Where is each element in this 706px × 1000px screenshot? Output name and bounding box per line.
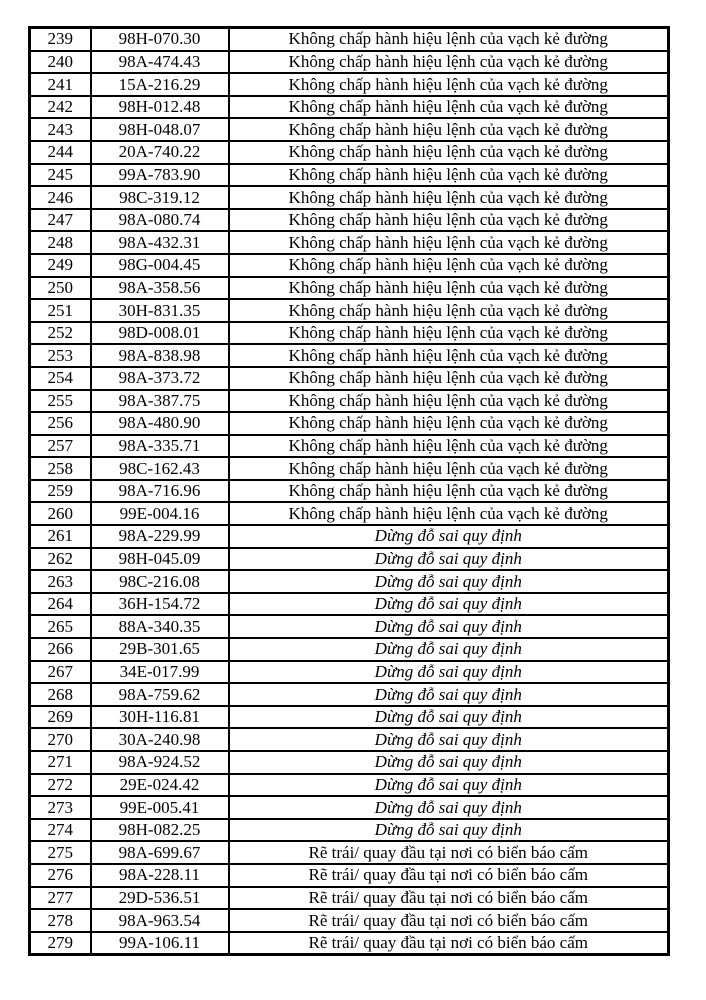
violation-cell: Rẽ trái/ quay đầu tại nơi có biển báo cấm	[229, 932, 669, 955]
license-plate-cell: 98A-432.31	[91, 231, 229, 254]
table-row	[30, 299, 669, 322]
table-row	[30, 51, 669, 74]
table-row	[30, 254, 669, 277]
table-row	[30, 141, 669, 164]
license-plate-cell: 88A-340.35	[91, 615, 229, 638]
license-plate-cell: 29D-536.51	[91, 887, 229, 910]
license-plate-cell: 98A-229.99	[91, 525, 229, 548]
license-plate-cell: 30A-240.98	[91, 728, 229, 751]
table-row	[30, 367, 669, 390]
row-number-cell: 240	[30, 51, 91, 74]
table-row	[30, 412, 669, 435]
license-plate-cell: 98A-759.62	[91, 683, 229, 706]
violation-cell: Rẽ trái/ quay đầu tại nơi có biển báo cấm	[229, 887, 669, 910]
violation-cell: Dừng đỗ sai quy định	[229, 796, 669, 819]
license-plate-cell: 99A-783.90	[91, 164, 229, 187]
table-row	[30, 909, 669, 932]
license-plate-cell: 15A-216.29	[91, 73, 229, 96]
row-number-cell: 262	[30, 548, 91, 571]
table-row	[30, 480, 669, 503]
license-plate-cell: 98C-162.43	[91, 457, 229, 480]
violation-cell: Dừng đỗ sai quy định	[229, 706, 669, 729]
violation-cell: Không chấp hành hiệu lệnh của vạch kẻ đường	[229, 164, 669, 187]
violation-cell: Không chấp hành hiệu lệnh của vạch kẻ đường	[229, 322, 669, 345]
row-number-cell: 242	[30, 96, 91, 119]
row-number-cell: 250	[30, 277, 91, 300]
violation-cell: Không chấp hành hiệu lệnh của vạch kẻ đường	[229, 231, 669, 254]
row-number-cell: 263	[30, 570, 91, 593]
violation-cell: Dừng đỗ sai quy định	[229, 570, 669, 593]
table-row	[30, 548, 669, 571]
row-number-cell: 277	[30, 887, 91, 910]
license-plate-cell: 36H-154.72	[91, 593, 229, 616]
row-number-cell: 276	[30, 864, 91, 887]
violation-cell: Dừng đỗ sai quy định	[229, 638, 669, 661]
violation-cell: Dừng đỗ sai quy định	[229, 819, 669, 842]
row-number-cell: 255	[30, 390, 91, 413]
violation-cell: Không chấp hành hiệu lệnh của vạch kẻ đường	[229, 209, 669, 232]
license-plate-cell: 98H-082.25	[91, 819, 229, 842]
violation-cell: Dừng đỗ sai quy định	[229, 683, 669, 706]
table-row	[30, 841, 669, 864]
table-row	[30, 683, 669, 706]
row-number-cell: 257	[30, 435, 91, 458]
table-row	[30, 209, 669, 232]
violation-cell: Dừng đỗ sai quy định	[229, 593, 669, 616]
row-number-cell: 270	[30, 728, 91, 751]
table-row	[30, 390, 669, 413]
license-plate-cell: 99E-005.41	[91, 796, 229, 819]
violation-cell: Không chấp hành hiệu lệnh của vạch kẻ đường	[229, 502, 669, 525]
row-number-cell: 259	[30, 480, 91, 503]
table-row	[30, 728, 669, 751]
violation-cell: Rẽ trái/ quay đầu tại nơi có biển báo cấm	[229, 909, 669, 932]
license-plate-cell: 98C-216.08	[91, 570, 229, 593]
license-plate-cell: 98A-228.11	[91, 864, 229, 887]
license-plate-cell: 29B-301.65	[91, 638, 229, 661]
table-row	[30, 28, 669, 51]
table-row	[30, 932, 669, 955]
license-plate-cell: 98A-480.90	[91, 412, 229, 435]
license-plate-cell: 98H-070.30	[91, 28, 229, 51]
table-row	[30, 164, 669, 187]
table-row	[30, 96, 669, 119]
table-row	[30, 706, 669, 729]
violation-cell: Không chấp hành hiệu lệnh của vạch kẻ đường	[229, 254, 669, 277]
row-number-cell: 247	[30, 209, 91, 232]
violation-cell: Không chấp hành hiệu lệnh của vạch kẻ đường	[229, 51, 669, 74]
license-plate-cell: 98A-358.56	[91, 277, 229, 300]
violation-cell: Không chấp hành hiệu lệnh của vạch kẻ đường	[229, 28, 669, 51]
violation-cell: Không chấp hành hiệu lệnh của vạch kẻ đường	[229, 344, 669, 367]
license-plate-cell: 98A-716.96	[91, 480, 229, 503]
table-row	[30, 277, 669, 300]
row-number-cell: 253	[30, 344, 91, 367]
row-number-cell: 258	[30, 457, 91, 480]
table-row	[30, 457, 669, 480]
table-row	[30, 435, 669, 458]
table-row	[30, 73, 669, 96]
license-plate-cell: 98H-012.48	[91, 96, 229, 119]
row-number-cell: 271	[30, 751, 91, 774]
row-number-cell: 265	[30, 615, 91, 638]
violation-cell: Không chấp hành hiệu lệnh của vạch kẻ đường	[229, 457, 669, 480]
license-plate-cell: 20A-740.22	[91, 141, 229, 164]
row-number-cell: 248	[30, 231, 91, 254]
violation-cell: Rẽ trái/ quay đầu tại nơi có biển báo cấm	[229, 864, 669, 887]
violation-cell: Dừng đỗ sai quy định	[229, 661, 669, 684]
license-plate-cell: 98G-004.45	[91, 254, 229, 277]
table-row	[30, 864, 669, 887]
row-number-cell: 264	[30, 593, 91, 616]
row-number-cell: 252	[30, 322, 91, 345]
table-row	[30, 774, 669, 797]
row-number-cell: 244	[30, 141, 91, 164]
license-plate-cell: 98C-319.12	[91, 186, 229, 209]
violations-table-body	[30, 28, 669, 955]
violation-cell: Không chấp hành hiệu lệnh của vạch kẻ đường	[229, 141, 669, 164]
violation-cell: Dừng đỗ sai quy định	[229, 751, 669, 774]
license-plate-cell: 98A-387.75	[91, 390, 229, 413]
violation-cell: Dừng đỗ sai quy định	[229, 615, 669, 638]
row-number-cell: 268	[30, 683, 91, 706]
violation-cell: Không chấp hành hiệu lệnh của vạch kẻ đường	[229, 299, 669, 322]
row-number-cell: 267	[30, 661, 91, 684]
table-row	[30, 638, 669, 661]
row-number-cell: 272	[30, 774, 91, 797]
license-plate-cell: 99A-106.11	[91, 932, 229, 955]
license-plate-cell: 98A-373.72	[91, 367, 229, 390]
license-plate-cell: 98A-699.67	[91, 841, 229, 864]
license-plate-cell: 98A-838.98	[91, 344, 229, 367]
violation-cell: Dừng đỗ sai quy định	[229, 525, 669, 548]
row-number-cell: 273	[30, 796, 91, 819]
row-number-cell: 275	[30, 841, 91, 864]
violation-cell: Dừng đỗ sai quy định	[229, 728, 669, 751]
row-number-cell: 249	[30, 254, 91, 277]
row-number-cell: 239	[30, 28, 91, 51]
row-number-cell: 251	[30, 299, 91, 322]
violation-cell: Dừng đỗ sai quy định	[229, 548, 669, 571]
row-number-cell: 243	[30, 118, 91, 141]
license-plate-cell: 98A-963.54	[91, 909, 229, 932]
row-number-cell: 266	[30, 638, 91, 661]
table-row	[30, 593, 669, 616]
table-row	[30, 615, 669, 638]
violation-cell: Rẽ trái/ quay đầu tại nơi có biển báo cấm	[229, 841, 669, 864]
violations-table	[28, 26, 670, 956]
table-row	[30, 186, 669, 209]
table-row	[30, 796, 669, 819]
license-plate-cell: 98A-474.43	[91, 51, 229, 74]
table-row	[30, 661, 669, 684]
violation-cell: Không chấp hành hiệu lệnh của vạch kẻ đường	[229, 186, 669, 209]
table-row	[30, 887, 669, 910]
violation-cell: Không chấp hành hiệu lệnh của vạch kẻ đường	[229, 480, 669, 503]
row-number-cell: 260	[30, 502, 91, 525]
row-number-cell: 279	[30, 932, 91, 955]
license-plate-cell: 30H-116.81	[91, 706, 229, 729]
violation-cell: Không chấp hành hiệu lệnh của vạch kẻ đường	[229, 96, 669, 119]
row-number-cell: 261	[30, 525, 91, 548]
violation-cell: Không chấp hành hiệu lệnh của vạch kẻ đường	[229, 435, 669, 458]
table-row	[30, 322, 669, 345]
violation-cell: Không chấp hành hiệu lệnh của vạch kẻ đường	[229, 73, 669, 96]
row-number-cell: 278	[30, 909, 91, 932]
violation-cell: Dừng đỗ sai quy định	[229, 774, 669, 797]
violation-cell: Không chấp hành hiệu lệnh của vạch kẻ đường	[229, 390, 669, 413]
row-number-cell: 246	[30, 186, 91, 209]
license-plate-cell: 98D-008.01	[91, 322, 229, 345]
table-row	[30, 118, 669, 141]
license-plate-cell: 30H-831.35	[91, 299, 229, 322]
license-plate-cell: 98A-335.71	[91, 435, 229, 458]
row-number-cell: 254	[30, 367, 91, 390]
table-row	[30, 502, 669, 525]
row-number-cell: 241	[30, 73, 91, 96]
row-number-cell: 245	[30, 164, 91, 187]
table-row	[30, 344, 669, 367]
table-row	[30, 819, 669, 842]
violation-cell: Không chấp hành hiệu lệnh của vạch kẻ đường	[229, 367, 669, 390]
row-number-cell: 269	[30, 706, 91, 729]
table-row	[30, 231, 669, 254]
license-plate-cell: 29E-024.42	[91, 774, 229, 797]
table-row	[30, 570, 669, 593]
license-plate-cell: 98A-080.74	[91, 209, 229, 232]
license-plate-cell: 98H-045.09	[91, 548, 229, 571]
license-plate-cell: 98A-924.52	[91, 751, 229, 774]
violation-cell: Không chấp hành hiệu lệnh của vạch kẻ đường	[229, 412, 669, 435]
row-number-cell: 274	[30, 819, 91, 842]
table-row	[30, 525, 669, 548]
violation-cell: Không chấp hành hiệu lệnh của vạch kẻ đường	[229, 118, 669, 141]
row-number-cell: 256	[30, 412, 91, 435]
violation-cell: Không chấp hành hiệu lệnh của vạch kẻ đường	[229, 277, 669, 300]
license-plate-cell: 98H-048.07	[91, 118, 229, 141]
table-row	[30, 751, 669, 774]
license-plate-cell: 34E-017.99	[91, 661, 229, 684]
license-plate-cell: 99E-004.16	[91, 502, 229, 525]
